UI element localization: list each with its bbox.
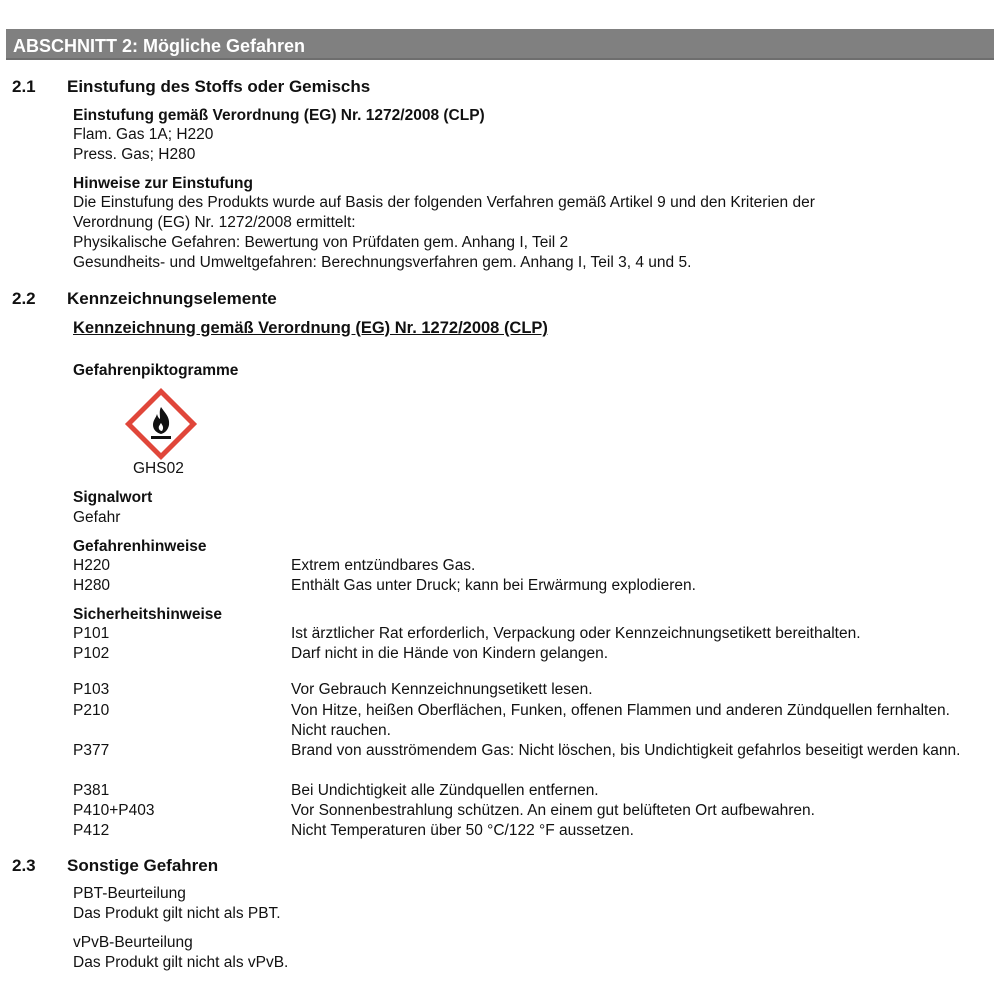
- classification-notes-line: Physikalische Gefahren: Bewertung von Prüfdaten gem. Anhang I, Teil 2: [73, 234, 569, 251]
- precaution-text: Bei Undichtigkeit alle Zündquellen entfernen.: [291, 782, 599, 799]
- pbt-heading: PBT-Beurteilung: [73, 885, 186, 902]
- clp-classification-heading: Einstufung gemäß Verordnung (EG) Nr. 1272/2008 (CLP): [73, 107, 485, 124]
- section-title-2-3: Sonstige Gefahren: [67, 856, 219, 875]
- pictograms-heading: Gefahrenpiktogramme: [73, 362, 239, 379]
- section-number-2-1: 2.1: [12, 77, 36, 96]
- section-title-2-1: Einstufung des Stoffs oder Gemischs: [67, 77, 371, 96]
- precaution-text: Von Hitze, heißen Oberflächen, Funken, offenen Flammen und anderen Zündquellen fernhalten. Nicht rauchen.: [291, 702, 950, 739]
- vpvb-text: Das Produkt gilt nicht als vPvB.: [73, 954, 289, 971]
- precaution-code: P381: [73, 782, 110, 799]
- section-header-bar: [6, 29, 994, 60]
- section-number-2-3: 2.3: [12, 856, 36, 875]
- precaution-text: Nicht Temperaturen über 50 °C/122 °F aussetzen.: [291, 822, 634, 839]
- labelling-heading: Kennzeichnung gemäß Verordnung (EG) Nr. 1272/2008 (CLP): [73, 319, 548, 337]
- pbt-text: Das Produkt gilt nicht als PBT.: [73, 905, 281, 922]
- hazard-text: Enthält Gas unter Druck; kann bei Erwärmung explodieren.: [291, 577, 696, 594]
- clp-classification-line: Flam. Gas 1A; H220: [73, 126, 214, 143]
- hazard-code: H280: [73, 577, 111, 594]
- precaution-code: P103: [73, 681, 110, 698]
- hazard-code: H220: [73, 557, 111, 574]
- classification-notes-line: Verordnung (EG) Nr. 1272/2008 ermittelt:: [73, 214, 356, 231]
- precaution-code: P377: [73, 742, 110, 759]
- vpvb-heading: vPvB-Beurteilung: [73, 934, 193, 951]
- classification-notes-line: Gesundheits- und Umweltgefahren: Berechnungsverfahren gem. Anhang I, Teil 3, 4 und 5.: [73, 254, 692, 271]
- precaution-code: P410+P403: [73, 802, 155, 819]
- pictogram-code: GHS02: [133, 460, 184, 477]
- precautionary-statements-heading: Sicherheitshinweise: [73, 606, 223, 623]
- precaution-code: P210: [73, 702, 110, 719]
- clp-classification-line: Press. Gas; H280: [73, 146, 196, 163]
- precaution-text: Vor Gebrauch Kennzeichnungsetikett lesen.: [291, 681, 593, 698]
- section-header-title: ABSCHNITT 2: Mögliche Gefahren: [13, 36, 306, 56]
- precaution-text: Darf nicht in die Hände von Kindern gelangen.: [291, 645, 609, 662]
- section-number-2-2: 2.2: [12, 289, 36, 308]
- precaution-text: Brand von ausströmendem Gas: Nicht löschen, bis Undichtigkeit gefahrlos beseitigt werden kann.: [291, 742, 961, 759]
- section-title-2-2: Kennzeichnungselemente: [67, 289, 277, 308]
- signal-word-heading: Signalwort: [73, 489, 153, 506]
- signal-word: Gefahr: [73, 509, 121, 526]
- hazard-statements-heading: Gefahrenhinweise: [73, 538, 207, 555]
- classification-notes-heading: Hinweise zur Einstufung: [73, 175, 253, 192]
- precaution-code: P101: [73, 625, 110, 642]
- precaution-text: Vor Sonnenbestrahlung schützen. An einem gut belüfteten Ort aufbewahren.: [291, 802, 815, 819]
- precaution-text: Ist ärztlicher Rat erforderlich, Verpackung oder Kennzeichnungsetikett bereithalten.: [291, 625, 861, 642]
- flame-base-line: [151, 436, 171, 439]
- precaution-code: P102: [73, 645, 110, 662]
- classification-notes-line: Die Einstufung des Produkts wurde auf Basis der folgenden Verfahren gemäß Artikel 9 und den Kriterien der: [73, 194, 815, 211]
- hazard-text: Extrem entzündbares Gas.: [291, 557, 476, 574]
- precaution-code: P412: [73, 822, 110, 839]
- flame-icon: [122, 385, 200, 463]
